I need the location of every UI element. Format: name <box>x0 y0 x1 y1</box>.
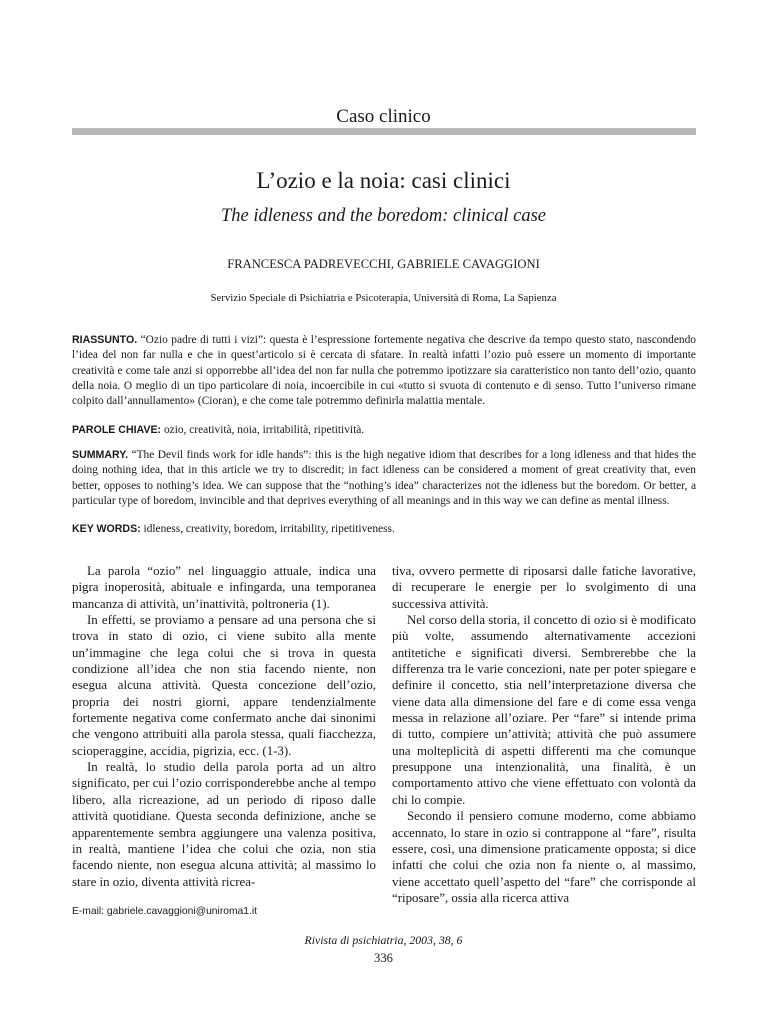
summary-label: SUMMARY. <box>72 449 129 461</box>
page-number: 336 <box>374 951 393 965</box>
body-paragraph: Nel corso della storia, il concetto di ozio si è modificato più volte, assumendo alternativamente accezioni antitetiche e significati diversi. Sembrerebbe che la differenza tra le varie concezioni, nate per poter spiegare e definire il concetto, stia nell’interpretazione diversa che viene data alla dimensione del fare e di come essa venga messa in relazione all’oziare. Per “fare” si intende prima di tutto, compiere un’attività; attività che può assumere una molteplicità di aspetti differenti ma che comunque presuppone una intenzionalità, una finalità, è un comportamento attivo che viene effettuato con volontà da chi lo compie. <box>392 613 696 807</box>
parole-chiave-label: PAROLE CHIAVE: <box>72 424 162 436</box>
body-paragraph: In effetti, se proviamo a pensare ad una persona che si trova in stato di ozio, ci viene subito alla mente un’immagine che lega colui che si trova in questa condizione all’idea che non stia facendo niente, non esegua alcuna attività. Questa concezione dell’ozio, propria dei nostri giorni, appare tendenzialmente fortemente negativa come confermato anche dai sinonimi che vengono attribuiti alla parola stessa, quali fiacchezza, scioperaggine, accidia, pigrizia, ecc. (1-3). <box>72 613 376 758</box>
article-title: L’ozio e la noia: casi clinici <box>256 168 511 193</box>
body-paragraph: In realtà, lo studio della parola porta ad un altro significato, per cui l’ozio corrisponderebbe anche al tempo libero, alla ricreazione, ad un periodo di riposo dalle attività quotidiane. Questa seconda definizione, anche se apparentemente sembra aggiungere una valenza positiva, in realtà, mantiene l’idea che colui che ozia, non stia facendo niente, non esegua alcuna attività; al massimo lo stare in ozio, diventa attività ricrea- <box>72 760 376 889</box>
article-authors: FRANCESCA PADREVECCHI, GABRIELE CAVAGGIONI <box>227 257 540 271</box>
parole-chiave-text: ozio, creatività, noia, irritabilità, ripetitività. <box>163 424 365 436</box>
journal-citation: Rivista di psichiatria, 2003, 38, 6 <box>304 933 463 947</box>
key-words-block <box>72 522 696 537</box>
body-column-left <box>72 563 376 890</box>
header-rule <box>72 128 696 135</box>
section-label: Caso clinico <box>336 106 431 127</box>
email-footnote: E-mail: gabriele.cavaggioni@uniroma1.it <box>72 906 258 917</box>
key-words-text: idleness, creativity, boredom, irritability, ripetitiveness. <box>143 523 395 535</box>
riassunto-text: “Ozio padre di tutti i vizi”: questa è l’espressione fortemente negativa che descrive da tempo questo stato, nascondendo l’idea del non far nulla e che in quest’articolo si è cercata di sfatare. In realtà infatti l’ozio può essere un momento di importante creatività e come tale anzi si opporrebbe all’idea del non far nulla che potremmo ipotizzare sia caratteristico non tanto dell’ozio, quanto della noia. O meglio di un tipo particolare di noia, incoercibile in cui «tutto si svuota di contenuto e di senso. Tutto l’universo rimane colpito dall’annullamento» (Cioran), e che come tale potremmo definirla malattia mentale. <box>72 334 696 408</box>
body-paragraph-continuation: tiva, ovvero permette di riposarsi dalle fatiche lavorative, di recuperare le energie per lo svolgimento di una successiva attività. <box>392 564 696 611</box>
summary-text: “The Devil finds work for idle hands”: this is the high negative idiom that describes for a long idleness and that hides the doing nothing idea, that in this article we try to discredit; in fact idleness can be considered a moment of great creativity that, even better, opposes to nothing’s idea. We can suppose that the “nothing’s idea” characterizes not the idleness but the boredom. Or better, a particular type of boredom, invincible and that deprives everything of all meanings and in this way we can define as mental illness. <box>72 449 696 507</box>
article-subtitle: The idleness and the boredom: clinical case <box>220 206 547 226</box>
body-column-right <box>392 563 696 906</box>
article-affiliation: Servizio Speciale di Psichiatria e Psicoterapia, Università di Roma, La Sapienza <box>210 292 557 304</box>
summary-block <box>72 448 696 509</box>
riassunto-label: RIASSUNTO. <box>72 334 138 346</box>
body-paragraph: Secondo il pensiero comune moderno, come abbiamo accennato, lo stare in ozio si contrappone al “fare”, risulta essere, così, una dimensione praticamente opposta; si dice infatti che colui che ozia non fa niente o, al massimo, viene accettato quell’aspetto del “fare” che corrisponde al “riposare”, ossia alla ricerca attiva <box>392 809 696 905</box>
key-words-label: KEY WORDS: <box>72 523 141 535</box>
parole-chiave-block <box>72 423 696 438</box>
riassunto-block <box>72 333 696 409</box>
body-paragraph: La parola “ozio” nel linguaggio attuale, indica una pigra inoperosità, abituale e infingarda, una temporanea mancanza di attività, un’inattività, poltroneria (1). <box>72 564 376 611</box>
